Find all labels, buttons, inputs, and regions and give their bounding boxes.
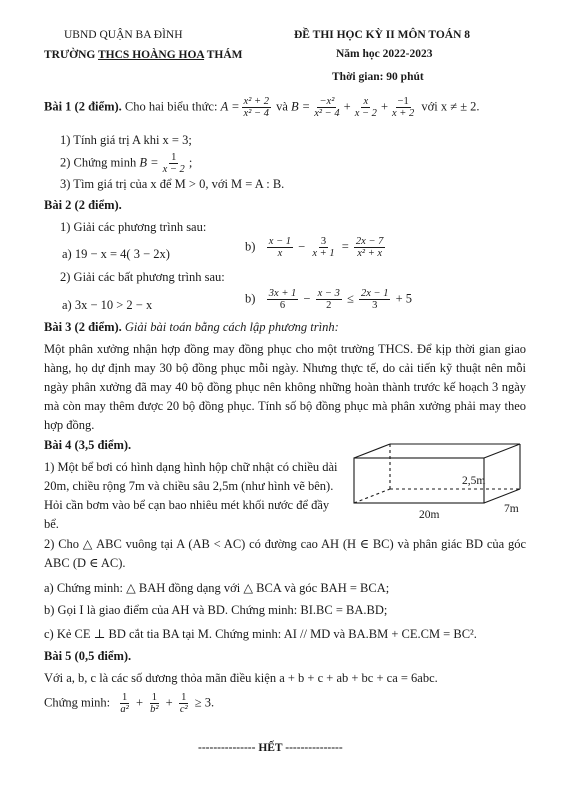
bai2-b2: b) $\frac{3x + 1}{6}$ − $\frac{x - 3}{2}$ ≤ $\frac{2x - 1}{3}$ + 5 (245, 288, 413, 311)
bai1-q1: 1) Tính giá trị A khi x = 3; (60, 133, 192, 147)
bai4-qa: a) Chứng minh: △ BAH đồng dạng với △ BCA và góc BAH = BCA; (44, 581, 390, 595)
bai2-a1: a) 19 − x = 4( 3 − 2x) (62, 247, 170, 261)
school-year: Năm học 2022-2023 (336, 48, 433, 60)
exam-time: Thời gian: 90 phút (332, 71, 424, 83)
header-school: TRƯỜNG THCS HOÀNG HOA THÁM (44, 49, 243, 61)
bai1-q2: 2) Chứng minh B = $\frac{1}{x - 2}$ ; (60, 152, 193, 175)
bai3-title: Bài 3 (2 điểm). Giải bài toán bằng cách lập phương trình: (44, 320, 339, 334)
bai1-q3: 3) Tìm giá trị của x để M > 0, với M = A : B. (60, 177, 285, 191)
bai2-title: Bài 2 (2 điểm). (44, 198, 122, 212)
bai4-p1: 1) Một bể bơi có hình dạng hình hộp chữ nhật có chiều dài 20m, chiều rộng 7m và chiều sâu 2,5m (như hình vẽ bên). Hỏi cần bơm vào bể cạn bao nhiêu mét khối nước để đầy bể. (44, 460, 338, 531)
end-marker: --------------- HẾT --------------- (198, 742, 343, 754)
pool-figure (352, 440, 527, 525)
header-district: UBND QUẬN BA ĐÌNH (64, 29, 183, 41)
bai4-title: Bài 4 (3,5 điểm). (44, 438, 132, 452)
bai5-condition: Với a, b, c là các số dương thỏa mãn điều kiện a + b + c + ab + bc + ca = 6abc. (44, 671, 438, 685)
pool-width-label: 7m (504, 503, 519, 515)
pool-length-label: 20m (419, 509, 440, 521)
bai2-sub2: 2) Giải các bất phương trình sau: (60, 270, 225, 284)
bai5-prove: Chứng minh: $\frac{1}{\text{a²}}$ + $\frac{1}{\text{b²}}$ + $\frac{1}{\text{c²}}$ ≥ 3. (44, 692, 215, 715)
pool-depth-label: 2,5m (462, 475, 486, 487)
bai2-sub1: 1) Giải các phương trình sau: (60, 220, 207, 234)
bai2-a2: a) 3x − 10 > 2 − x (62, 298, 153, 312)
exam-title: ĐỀ THI HỌC KỲ II MÔN TOÁN 8 (294, 29, 471, 41)
bai5-title: Bài 5 (0,5 điểm). (44, 649, 132, 663)
bai4-p2: 2) Cho △ ABC vuông tại A (AB < AC) có đường cao AH (H ∈ BC) và phân giác BD của góc ABC (D ∈ AC). (44, 537, 526, 570)
bai2-b1: b) $\frac{x - 1}{x}$ − $\frac{3}{x + 1}$ = $\frac{2x - 7}{\text{x² + x}}$ (245, 236, 384, 259)
bai3-body: Một phân xưởng nhận hợp đồng may đồng phục cho một trường THCS. Để kịp thời gian giao hàng, họ dự định may 30 bộ đồng phục mỗi ngày. Nhưng thực tế, do cải tiến kỹ thuật nên mỗi ngày phân xưởng đã may 40 bộ đồng phục nên không những hoàn thành trước kế hoạch 3 ngày mà còn may thêm được 20 bộ đồng phục. Tính số bộ đồng phục mà phân xưởng phải may theo hợp đồng. (44, 342, 526, 432)
bai1-statement: Bài 1 (2 điểm). Cho hai biểu thức: A = $\frac{\text{x² + 2}}{\text{x² − 4}}$ và B = $\frac{\text{−x²}}{\text{x² − 4}}$ + $\frac{x}{x - 2}$ + $\frac{-1}{x + 2}$ với x ≠ ± 2. (44, 96, 480, 119)
bai4-qc: c) Kẻ CE ⊥ BD cắt tia BA tại M. Chứng minh: AI // MD và BA.BM + CE.CM = BC². (44, 627, 477, 641)
bai4-qb: b) Gọi I là giao điểm của AH và BD. Chứng minh: BI.BC = BA.BD; (44, 603, 388, 617)
